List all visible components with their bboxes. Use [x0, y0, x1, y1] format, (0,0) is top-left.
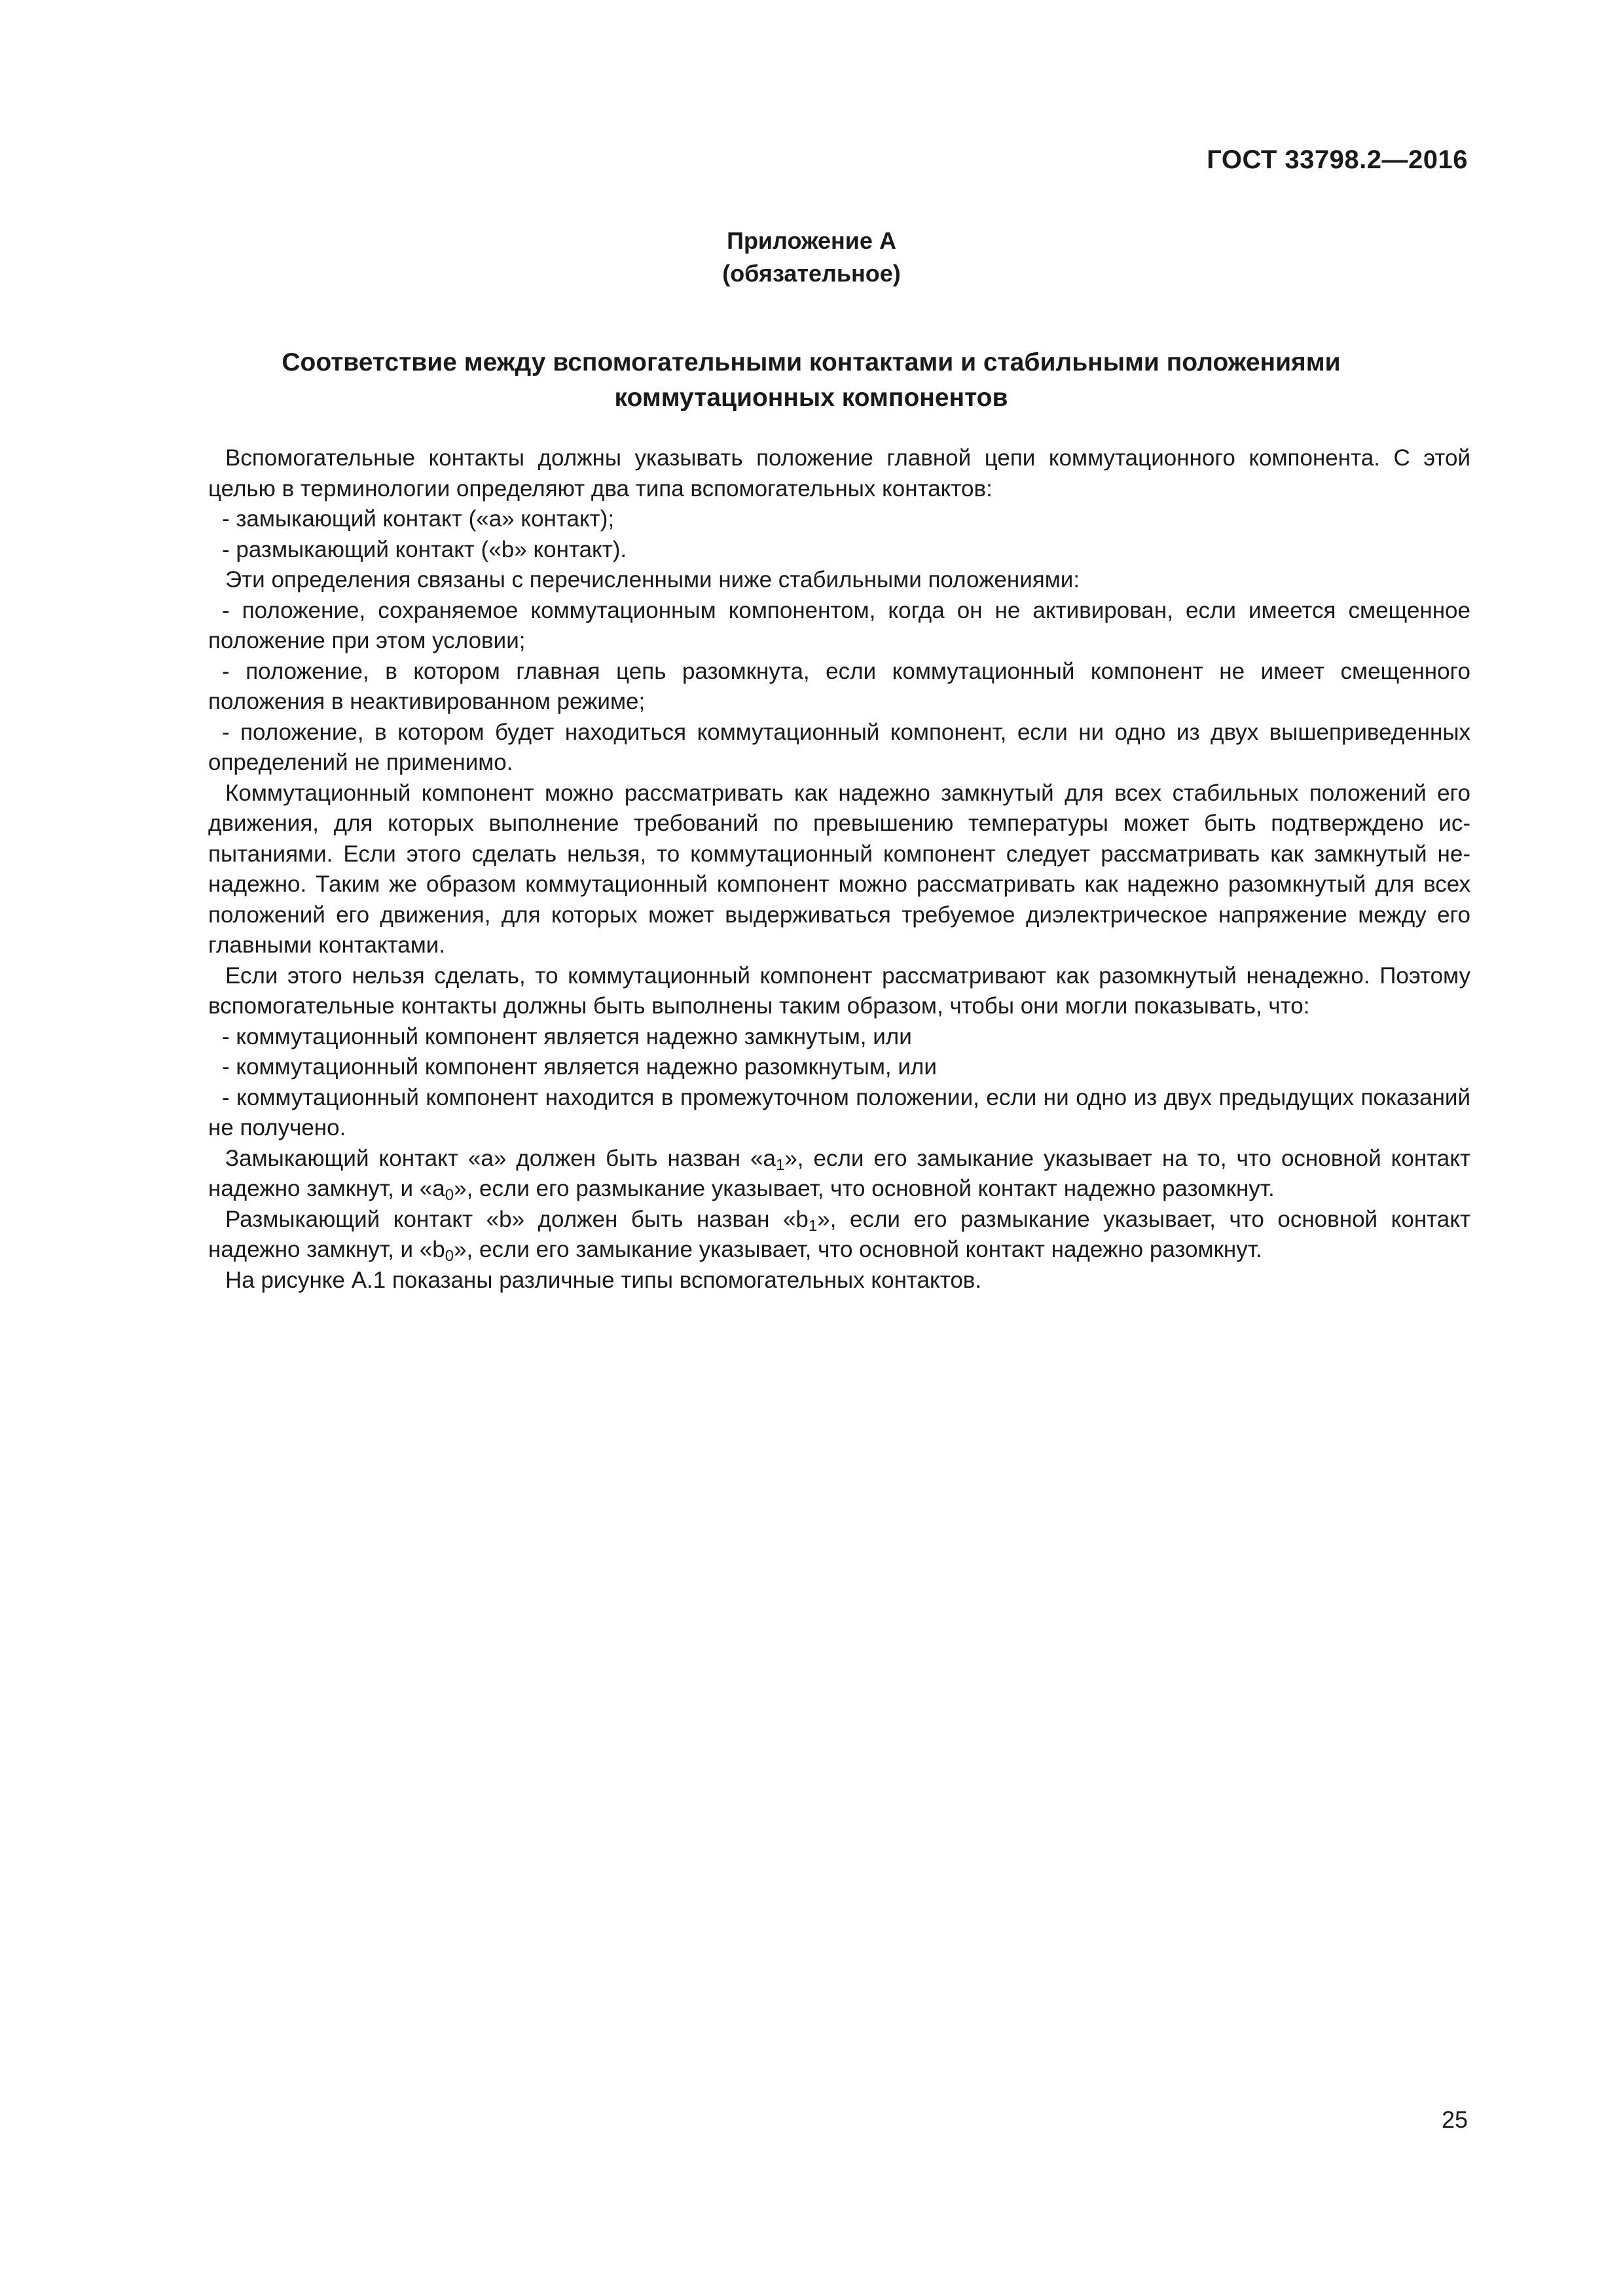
paragraph-figure-reference: На рисунке А.1 показаны различные типы вспомогательных контактов. — [225, 1267, 982, 1293]
annex-heading — [0, 225, 1623, 290]
subscript: 0 — [445, 1247, 454, 1265]
body-text — [208, 443, 1470, 1296]
annex-status: (обязательное) — [722, 260, 901, 287]
subscript: 1 — [775, 1156, 785, 1174]
section-title — [196, 345, 1426, 416]
text-segment: », если его замыкание указывает, что основной контакт надежно разомкнут. — [454, 1237, 1262, 1262]
list-item-break-contact: - размыкающий контакт («b» контакт). — [222, 536, 627, 562]
section-title-line-2: коммутационных компонентов — [614, 384, 1008, 412]
paragraph-stable-positions: Эти определения связаны с перечисленными ниже стабильными положениями: — [225, 567, 1080, 592]
paragraph-contacts-intro: Вспомогательные контакты должны указывать положение главной цепи коммутационного компонента. С этой целью в терминологии определяют два типа вспомогательных контактов: — [208, 445, 1470, 501]
subscript: 1 — [808, 1216, 818, 1235]
list-item-position-3: - положение, в котором будет находиться коммутационный компонент, если ни одно из двух вышеприведенных определений не применимо. — [208, 719, 1470, 775]
list-item-make-contact: - замыкающий контакт («а» контакт); — [222, 506, 615, 532]
document-code: ГОСТ 33798.2—2016 — [1207, 145, 1468, 174]
paragraph-reliably-closed: Коммутационный компонент можно рассматривать как надежно замкнутый для всех стабильных положений его движения, для которых выполнение требований по превышению температуры может быть подтверждено испытаниями. Если этого сделать нельзя, то коммутационный компонент следует рассматривать как замкнутый ненадежно. Таким же образом коммутационный компонент можно рассматривать как надежно разомкнутый для всех положений его движения, для которых может выдерживаться требуемое диэлектрическое напряжение между его главными контактами. — [208, 780, 1470, 958]
list-item-state-closed: - коммутационный компонент является надежно замкнутым, или — [222, 1023, 912, 1049]
text-segment: Размыкающий контакт «b» должен быть назван «b — [225, 1206, 809, 1232]
list-item-position-1: - положение, сохраняемое коммутационным компонентом, когда он не активирован, если имеется смещенное положение при этом условии; — [208, 597, 1470, 653]
list-item-state-intermediate: - коммутационный компонент находится в промежуточном положении, если ни одно из двух предыдущих показаний не получено. — [208, 1084, 1470, 1140]
paragraph-make-contact-naming — [208, 1144, 1470, 1205]
page-number: 25 — [1441, 2106, 1468, 2133]
text-segment: », если его размыкание указывает, что основной контакт надежно разомкнут. — [454, 1176, 1275, 1201]
annex-label: Приложение А — [727, 227, 896, 254]
paragraph-break-contact-naming — [208, 1205, 1470, 1266]
paragraph-reliably-open: Если этого нельзя сделать, то коммутационный компонент рассматривают как разомкнутый ненадежно. Поэтому вспомогательные контакты должны быть выполнены таким образом, чтобы они могли показывать, что: — [208, 962, 1470, 1019]
section-title-line-1: Соответствие между вспомогательными контактами и стабильными положениями — [282, 348, 1341, 376]
text-segment: », если его замыкание указывает на то, что основной контакт надежно замкнут, и «а — [208, 1145, 1471, 1201]
list-item-position-2: - положение, в котором главная цепь разомкнута, если коммутационный компонент не имеет смещенного положения в неактивированном режиме; — [208, 658, 1470, 714]
list-item-state-open: - коммутационный компонент является надежно разомкнутым, или — [222, 1054, 937, 1080]
subscript: 0 — [445, 1186, 454, 1204]
text-segment: », если его размыкание указывает, что основной контакт надежно замкнут, и «b — [208, 1206, 1470, 1262]
text-segment: Замыкающий контакт «а» должен быть назван «а — [225, 1145, 776, 1171]
